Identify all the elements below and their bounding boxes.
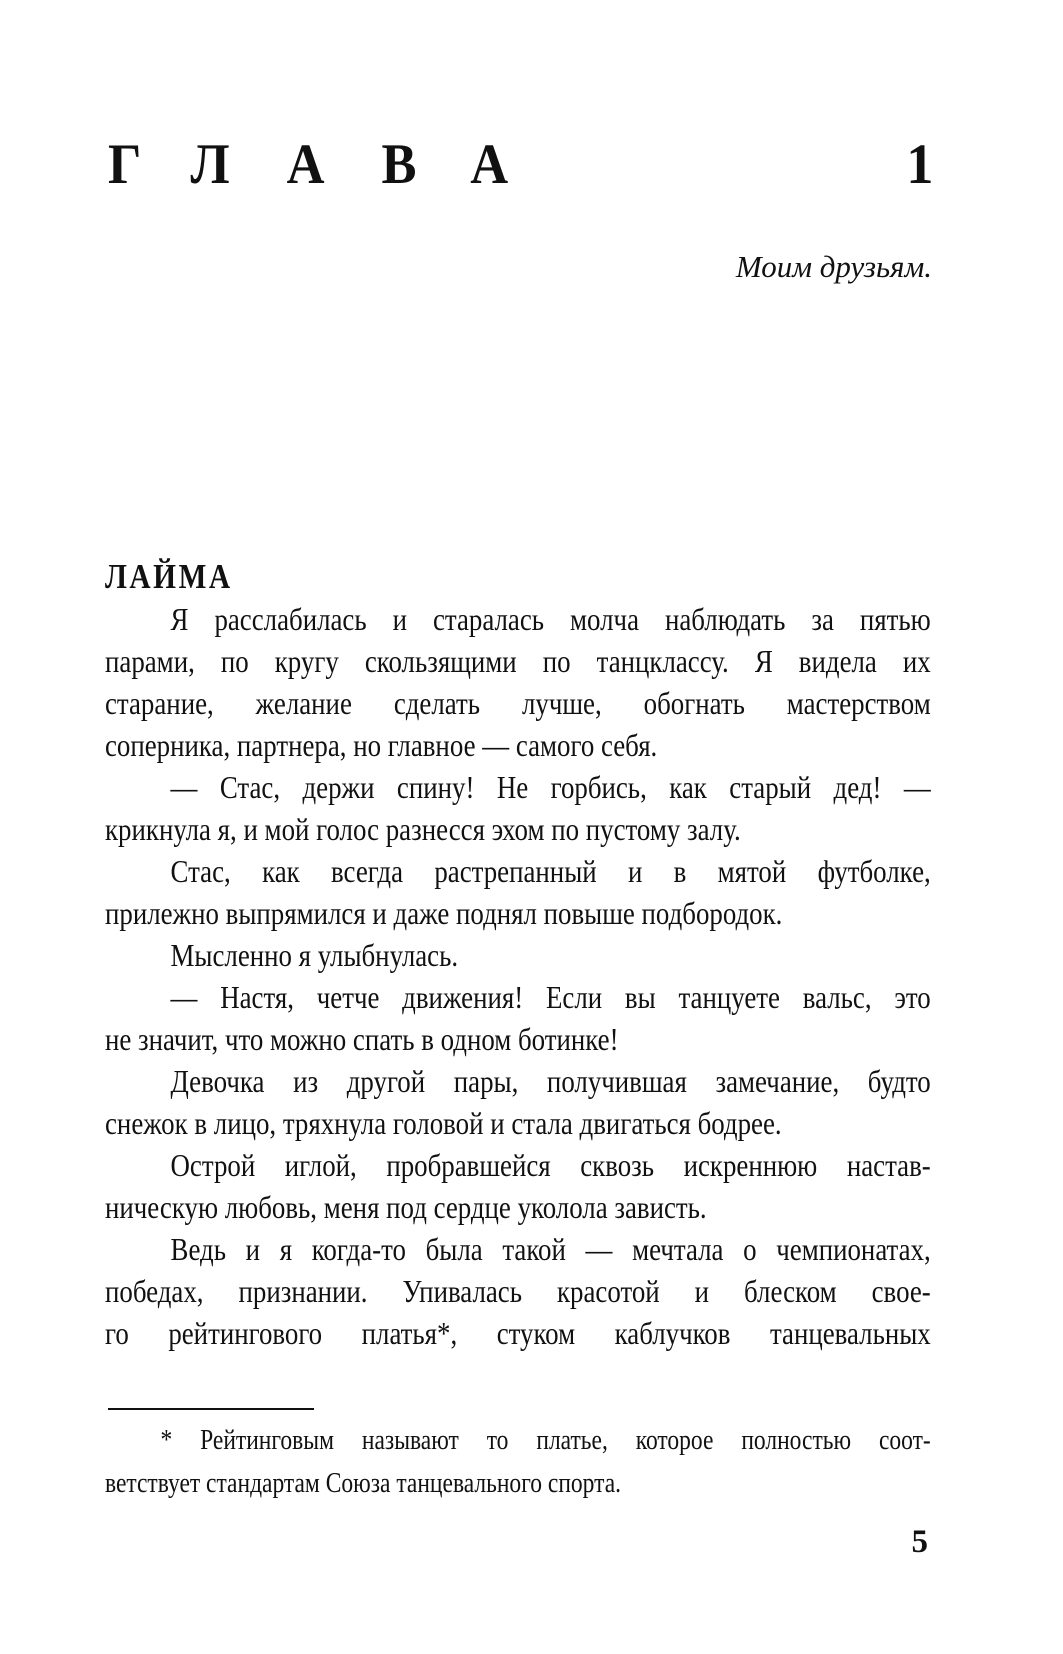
footnote-rule <box>108 1408 314 1410</box>
chapter-number: 1 <box>905 133 933 196</box>
body-line: парами, по кругу скользящими по танцклассу. Я видела их <box>105 643 931 679</box>
body-line: прилежно выпрямился и даже поднял повыше подбородок. <box>105 895 783 931</box>
chapter-header <box>108 133 933 196</box>
body-line: ническую любовь, меня под сердце уколола зависть. <box>105 1189 707 1225</box>
body-line: крикнула я, и мой голос разнесся эхом по пустому залу. <box>105 811 741 847</box>
body-line: Острой иглой, пробравшейся сквозь искреннюю настав- <box>170 1147 931 1183</box>
body-line: Ведь и я когда-то была такой — мечтала о чемпионатах, <box>170 1231 931 1267</box>
body-line: снежок в лицо, тряхнула головой и стала двигаться бодрее. <box>105 1105 782 1141</box>
body-line: победах, признании. Упивалась красотой и блеском свое- <box>105 1273 931 1309</box>
body-line: Стас, как всегда растрепанный и в мятой футболке, <box>170 853 931 889</box>
body-line: старание, желание сделать лучше, обогнать мастерством <box>105 685 931 721</box>
body-line: — Стас, держи спину! Не горбись, как старый дед! — <box>170 769 931 805</box>
body-line: не значит, что можно спать в одном ботинке! <box>105 1021 619 1057</box>
dedication: Моим друзьям. <box>735 249 932 284</box>
footnote-line: * Рейтинговым называют то платье, которое полностью соот- <box>160 1425 931 1456</box>
body-line: го рейтингового платья*, стуком каблучков танцевальных <box>105 1315 931 1351</box>
body-line: Девочка из другой пары, получившая замечание, будто <box>170 1063 931 1099</box>
body-line: — Настя, четче движения! Если вы танцуете вальс, это <box>170 979 931 1015</box>
footnote-line: ветствует стандартам Союза танцевального спорта. <box>105 1468 622 1499</box>
content-block <box>105 556 931 1354</box>
chapter-title: ГЛАВА <box>108 133 566 196</box>
body-text <box>105 598 931 1354</box>
section-heading: ЛАЙМА <box>105 557 233 596</box>
footnote <box>105 1419 931 1505</box>
body-line: соперника, партнера, но главное — самого себя. <box>105 727 658 763</box>
footnote-area <box>105 1408 931 1505</box>
page-number: 5 <box>911 1524 928 1560</box>
body-line: Я расслабилась и старалась молча наблюдать за пятью <box>170 601 931 637</box>
body-line: Мысленно я улыбнулась. <box>170 937 459 973</box>
